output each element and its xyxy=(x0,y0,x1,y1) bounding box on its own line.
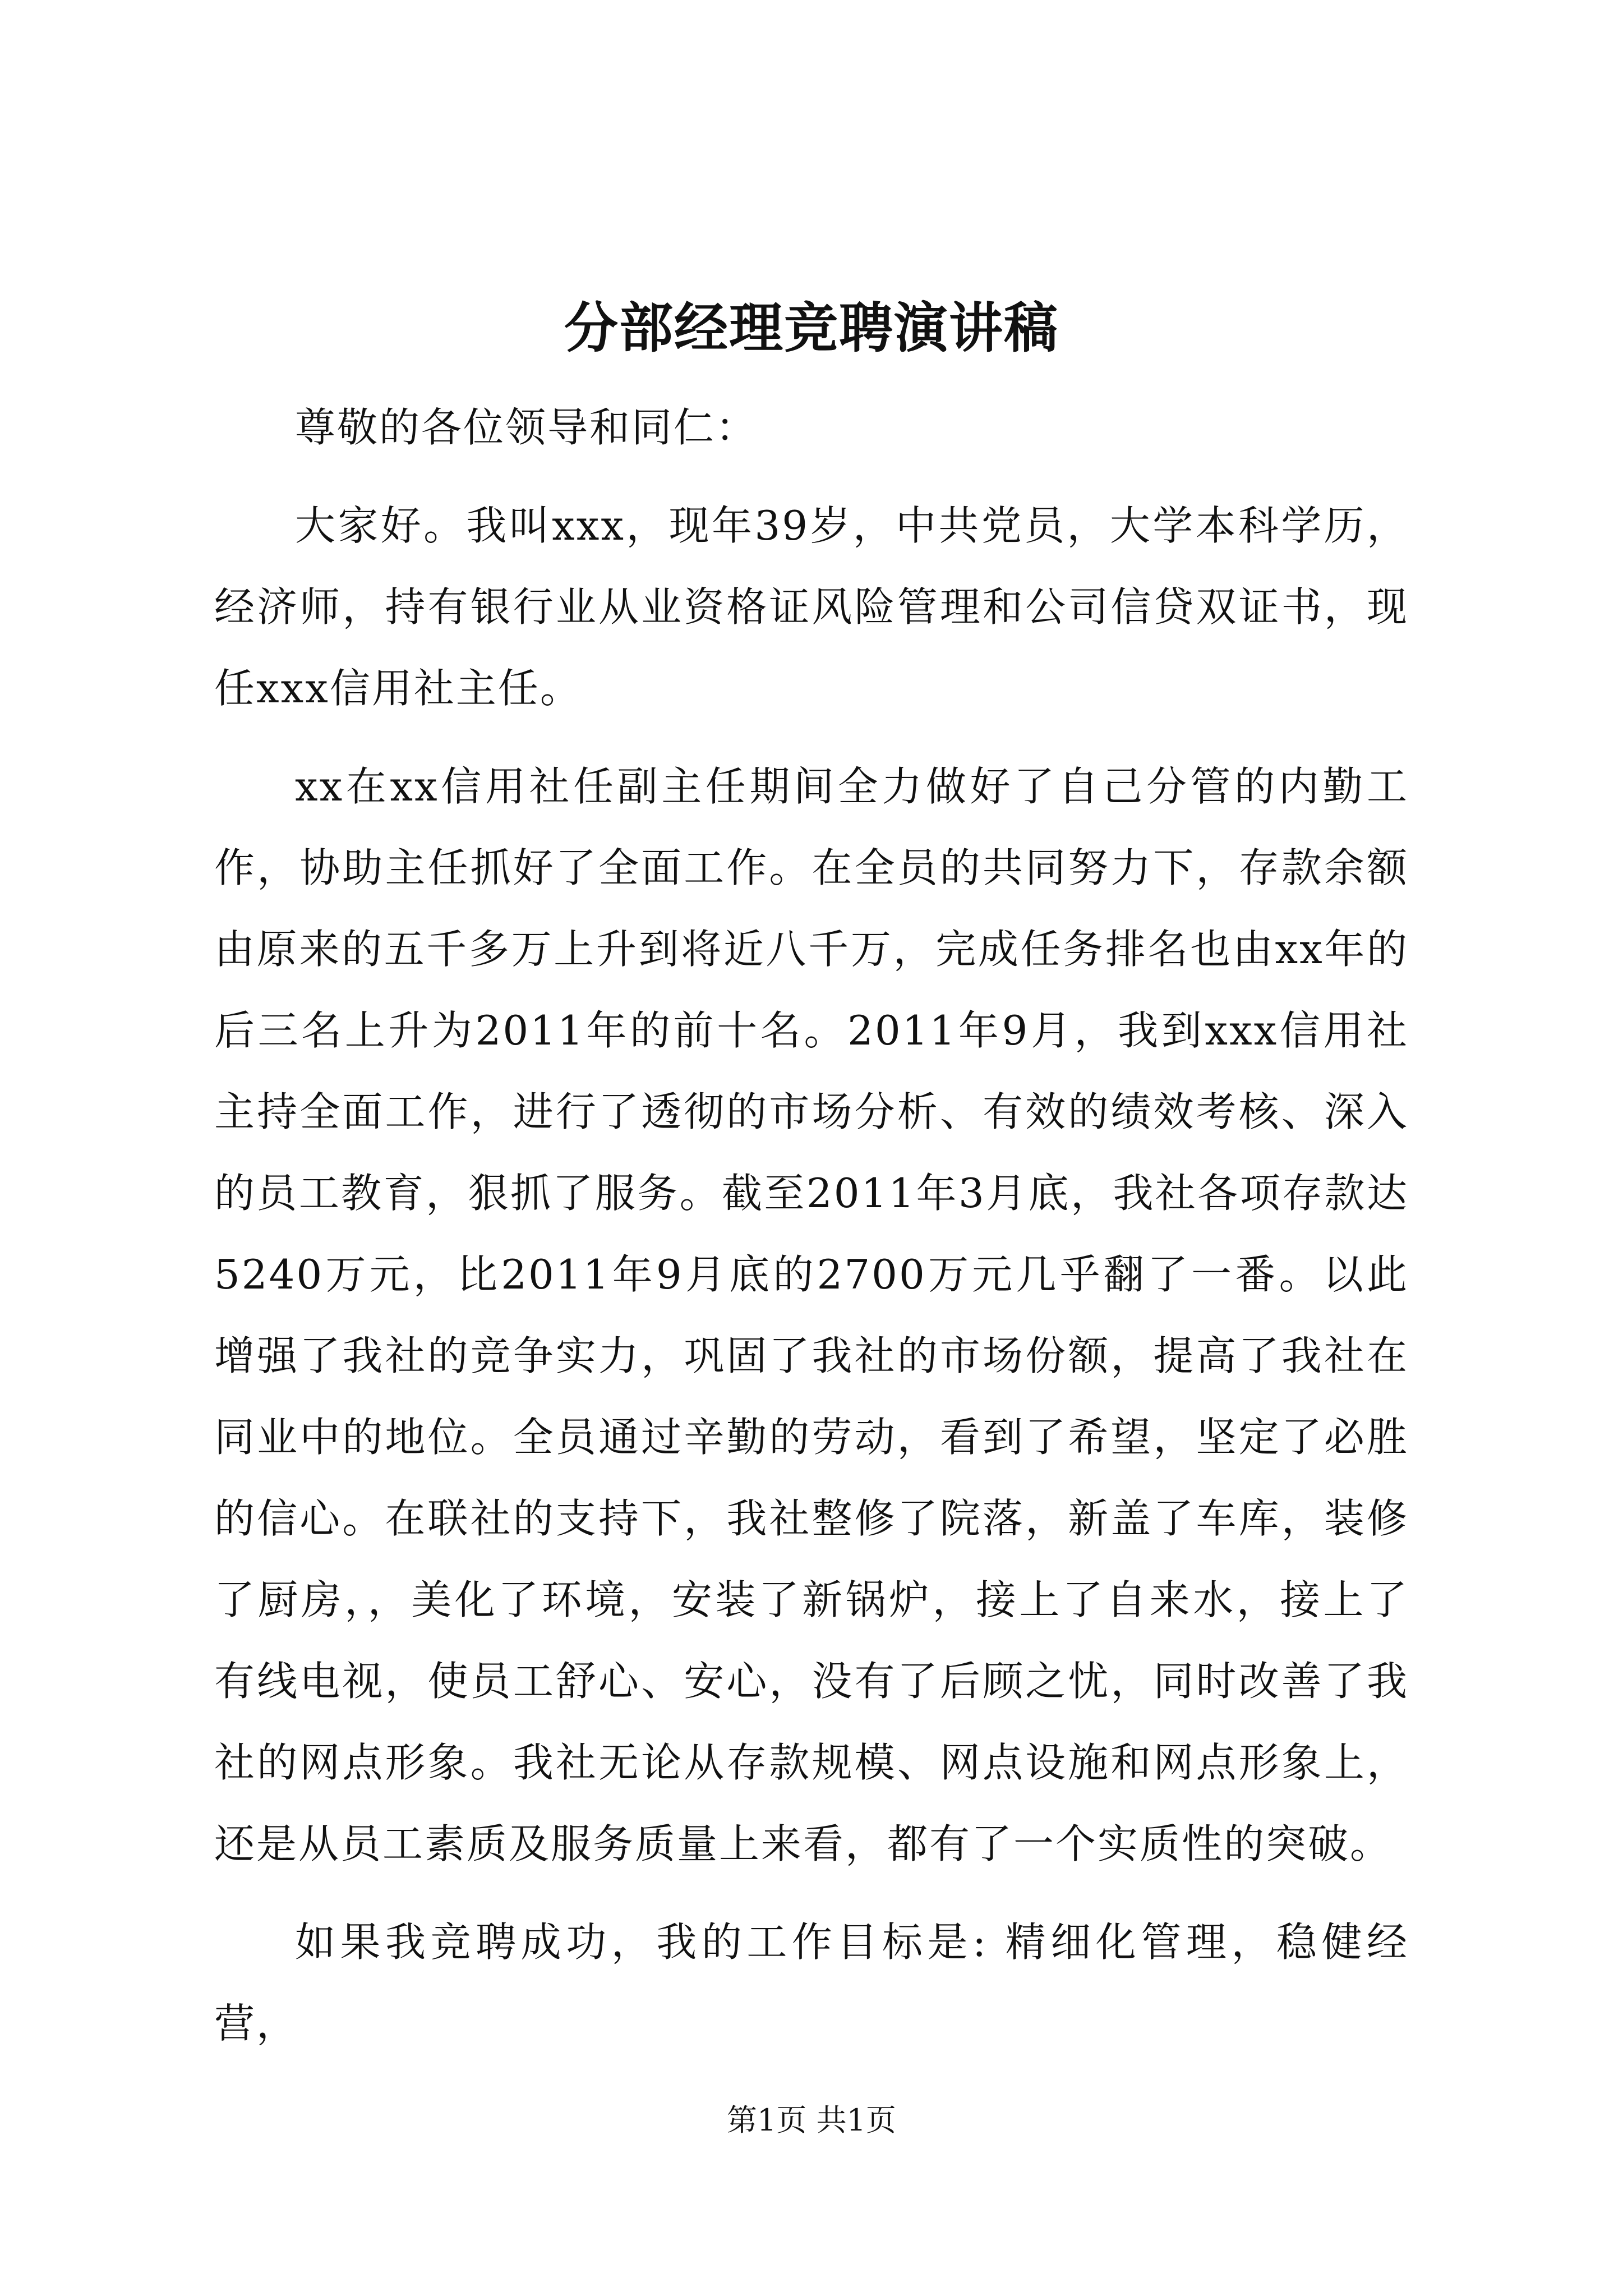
paragraph-salutation: 尊敬的各位领导和同仁： xyxy=(295,404,758,451)
paragraph-goals: 如果我竞聘成功，我的工作目标是: 精细化管理，稳健经营， xyxy=(214,1918,1409,2047)
document-body xyxy=(214,387,1409,2081)
page-number-footer: 第1页 共1页 xyxy=(727,2102,896,2138)
paragraph-achievements: xx在xx信用社任副主任期间全力做好了自己分管的内勤工作，协助主任抓好了全面工作。在全员的共同努力下，存款余额由原来的五千多万上升到将近八千万，完成任务排名也由xx年的后三名上升为2011年的前十名。2011年9月，我到xxx信用社主持全面工作，进行了透彻的市场分析、有效的绩效考核、深入的员工教育，狠抓了服务。截至2011年3月底，我社各项存款达5240万元，比2011年9月底的2700万元几乎翻了一番。以此增强了我社的竞争实力，巩固了我社的市场份额，提高了我社在同业中的地位。全员通过辛勤的劳动，看到了希望，坚定了必胜的信心。在联社的支持下，我社整修了院落，新盖了车库，装修了厨房，，美化了环境，安装了新锅炉，接上了自来水，接上了有线电视，使员工舒心、安心，没有了后顾之忧，同时改善了我社的网点形象。我社无论从存款规模、网点设施和网点形象上，还是从员工素质及服务质量上来看，都有了一个实质性的突破。 xyxy=(214,763,1409,1867)
document-title: 分部经理竞聘演讲稿 xyxy=(564,296,1059,360)
paragraph-introduction: 大家好。我叫xxx，现年39岁，中共党员，大学本科学历，经济师，持有银行业从业资格证风险管理和公司信贷双证书，现任xxx信用社主任。 xyxy=(214,502,1409,712)
